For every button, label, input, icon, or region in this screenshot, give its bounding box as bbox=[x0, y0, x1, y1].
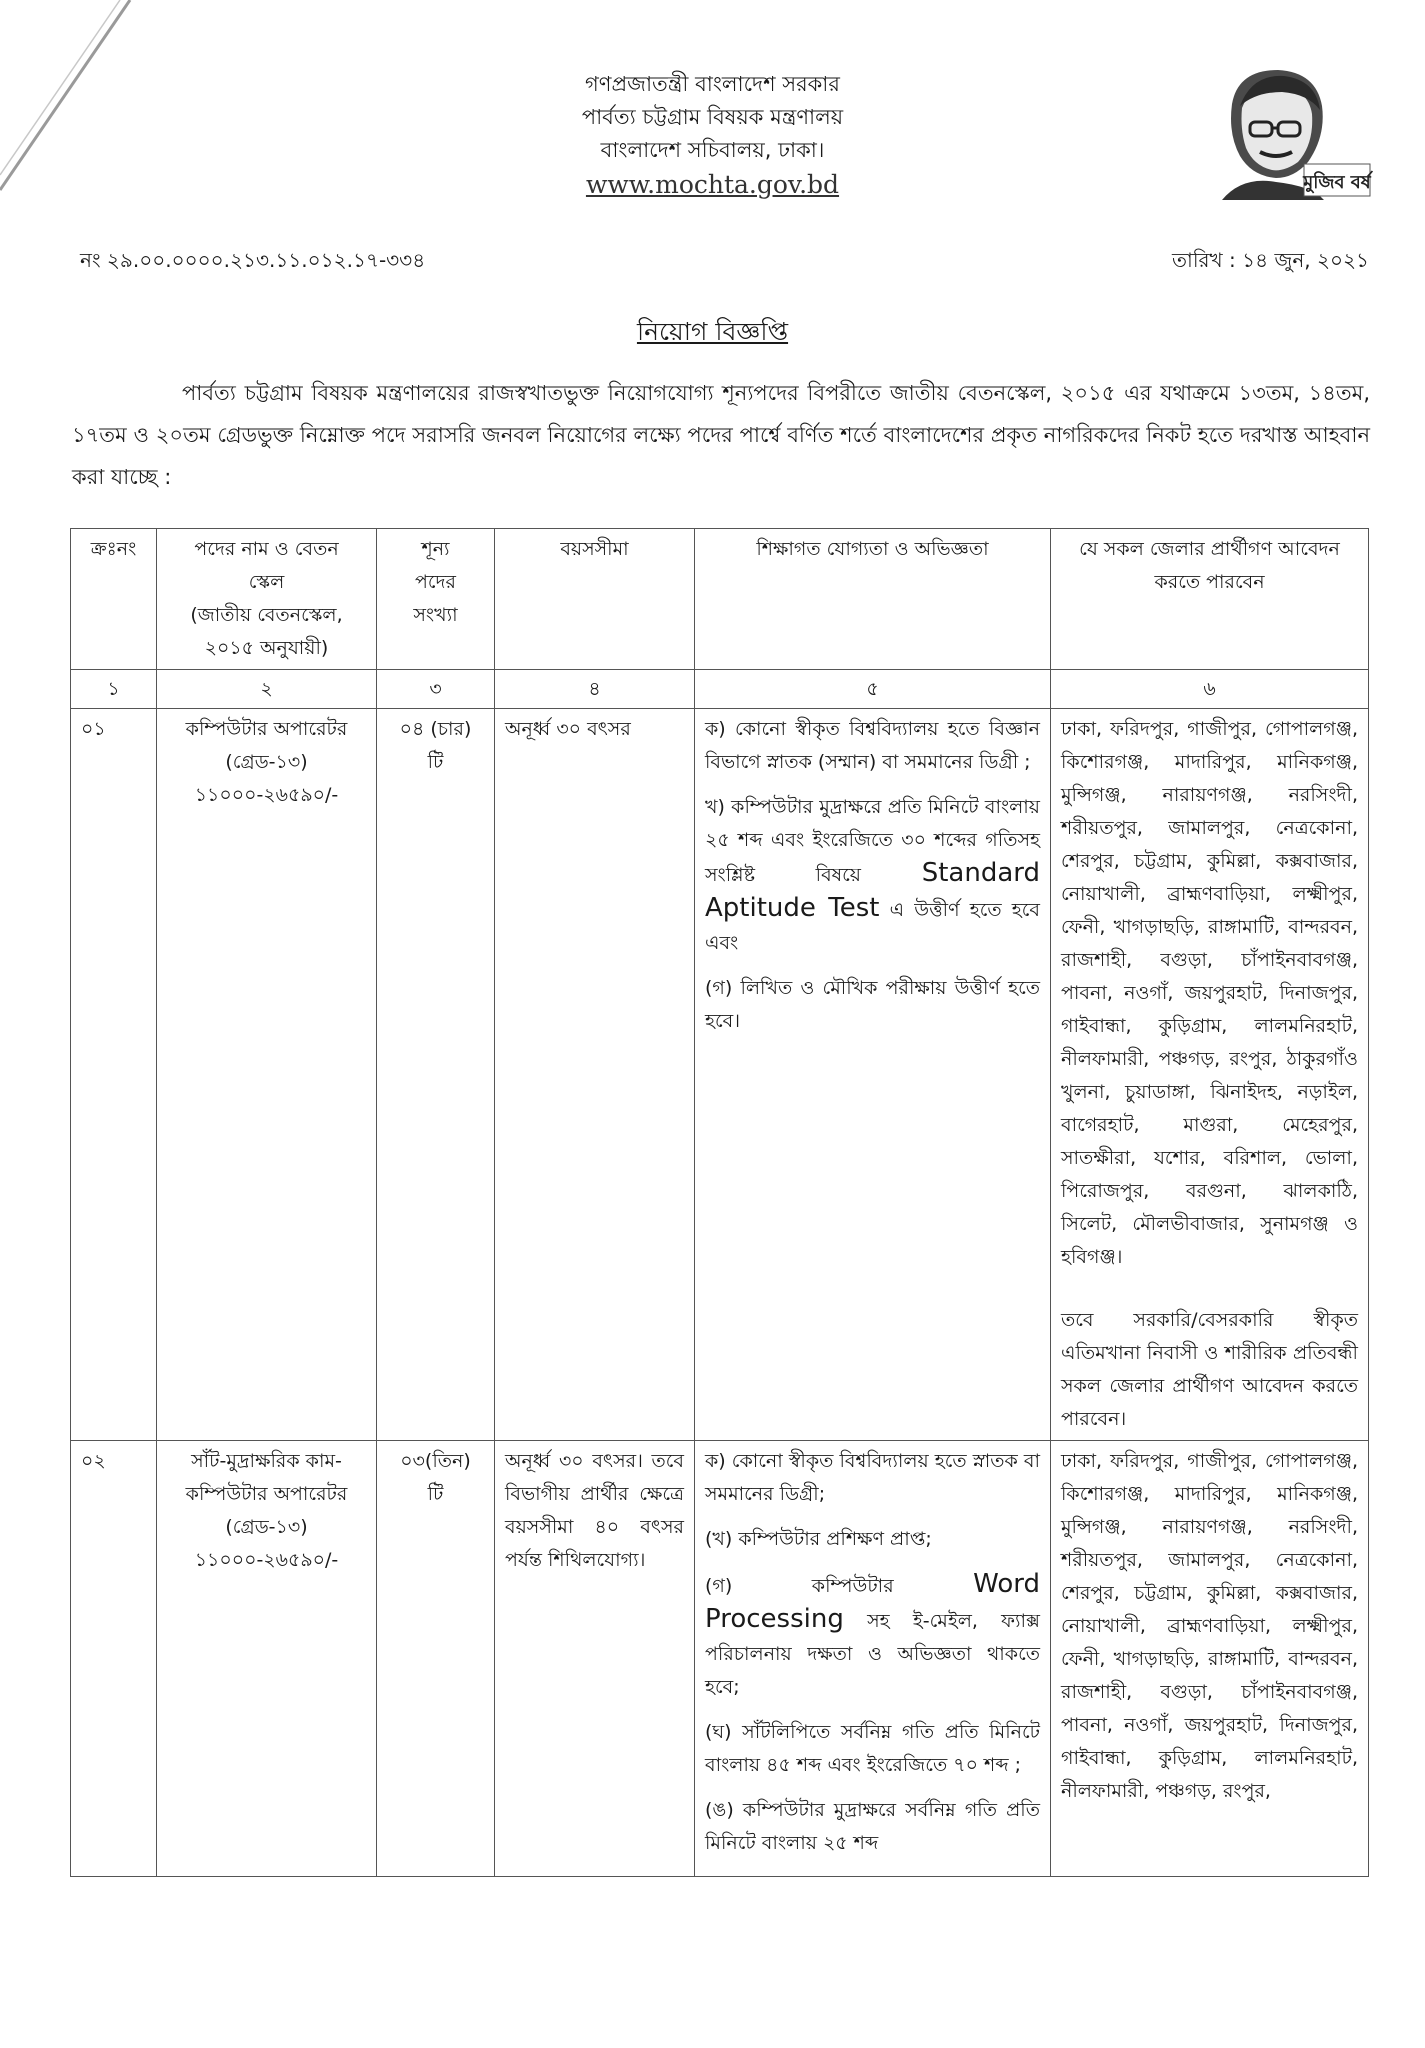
post-grade: (গ্রেড-১৩) bbox=[225, 751, 308, 773]
post-scale: ১১০০০-২৬৫৯০/- bbox=[194, 784, 339, 806]
qualification-item: ক) কোনো স্বীকৃত বিশ্ববিদ্যালয় হতে স্নাতক বা সমমানের ডিগ্রী; bbox=[705, 1450, 1040, 1505]
row-districts bbox=[1051, 1441, 1369, 1877]
table-row bbox=[71, 709, 1369, 1441]
qualification-item: (খ) কম্পিউটার প্রশিক্ষণ প্রাপ্ত; bbox=[705, 1528, 932, 1550]
row-qualification bbox=[695, 709, 1051, 1441]
post-scale: ১১০০০-২৬৫৯০/- bbox=[194, 1549, 339, 1571]
qualification-item: (ঘ) সাঁটলিপিতে সর্বনিম্ন গতি প্রতি মিনিটে বাংলায় ৪৫ শব্দ এবং ইংরেজিতে ৭০ শব্দ ; bbox=[705, 1721, 1040, 1776]
header-age-limit: বয়সসীমা bbox=[495, 529, 695, 670]
column-number: ১ bbox=[71, 670, 157, 709]
header-secretariat: বাংলাদেশ সচিবালয়, ঢাকা। bbox=[600, 138, 825, 162]
post-name: সাঁট-মুদ্রাক্ষরিক কাম-কম্পিউটার অপারেটর bbox=[185, 1450, 348, 1505]
header-qualification: শিক্ষাগত যোগ্যতা ও অভিজ্ঞতা bbox=[695, 529, 1051, 670]
row-age-limit: অনূর্ধ্ব ৩০ বৎসর। তবে বিভাগীয় প্রার্থীর ক্ষেত্রে বয়সসীমা ৪০ বৎসর পর্যন্ত শিথিলযোগ্য। bbox=[495, 1441, 695, 1877]
qualification-item: (গ) লিখিত ও মৌখিক পরীক্ষায় উত্তীর্ণ হতে হবে। bbox=[705, 977, 1040, 1032]
header-vacancy: শূন্য পদের সংখ্যা bbox=[377, 529, 495, 670]
district-list: ঢাকা, ফরিদপুর, গাজীপুর, গোপালগঞ্জ, কিশোরগঞ্জ, মাদারিপুর, মানিকগঞ্জ, মুন্সিগঞ্জ, নারায়ণগঞ্জ, নরসিংদী, শরীয়তপুর, জামালপুর, নেত্রকোনা, শেরপুর, চট্টগ্রাম, কুমিল্লা, কক্সবাজার, নোয়াখালী, ব্রাহ্মণবাড়িয়া, লক্ষ্মীপুর, ফেনী, খাগড়াছড়ি, রাঙ্গামাটি, বান্দরবন, রাজশাহী, বগুড়া, চাঁপাইনবাবগঞ্জ, পাবনা, নওগাঁ, জয়পুরহাট, দিনাজপুর, গাইবান্ধা, কুড়িগ্রাম, লালমনিরহাট, নীলফামারী, পঞ্চগড়, রংপুর, bbox=[1061, 1450, 1358, 1802]
row-post bbox=[157, 709, 377, 1441]
memo-number: নং ২৯.০০.০০০০.২১৩.১১.০১২.১৭-৩৩৪ bbox=[80, 248, 426, 272]
qualification-item: (গ) কম্পিউটার Word Processing সহ ই-মেইল, ফ্যাক্স পরিচালনায় দক্ষতা ও অভিজ্ঞতা থাকতে হবে; bbox=[705, 1569, 1040, 1698]
header-districts: যে সকল জেলার প্রার্থীগণ আবেদন করতে পারবেন bbox=[1051, 529, 1369, 670]
vacancy-unit: টি bbox=[427, 751, 444, 773]
qualification-item: খ) কম্পিউটার মুদ্রাক্ষরে প্রতি মিনিটে বাংলায় ২৫ শব্দ এবং ইংরেজিতে ৩০ শব্দের গতিসহ সংশ্লিষ্ট বিষয়ে Standard Aptitude Test এ উত্তীর্ণ হতে হবে এবং bbox=[705, 796, 1040, 954]
row-serial: ০২ bbox=[71, 1441, 157, 1877]
row-post bbox=[157, 1441, 377, 1877]
column-number: ৫ bbox=[695, 670, 1051, 709]
row-age-limit: অনূর্ধ্ব ৩০ বৎসর bbox=[495, 709, 695, 1441]
intro-paragraph: পার্বত্য চট্টগ্রাম বিষয়ক মন্ত্রণালয়ের রাজস্বখাতভুক্ত নিয়োগযোগ্য শূন্যপদের বিপরীতে জাতীয় বেতনস্কেল, ২০১৫ এর যথাক্রমে ১৩তম, ১৪তম, ১৭তম ও ২০তম গ্রেডভুক্ত নিম্নোক্ত পদে সরাসরি জনবল নিয়োগের লক্ষ্যে পদের পার্শ্বে বর্ণিত শর্তে বাংলাদেশের প্রকৃত নাগরিকদের নিকট হতে দরখাস্ত আহবান করা যাচ্ছে : bbox=[72, 381, 1370, 489]
row-qualification bbox=[695, 1441, 1051, 1877]
logo-caption: মুজিব বর্ষ bbox=[1303, 172, 1371, 193]
column-number: ২ bbox=[157, 670, 377, 709]
qualification-item: ক) কোনো স্বীকৃত বিশ্ববিদ্যালয় হতে বিজ্ঞান বিভাগে স্নাতক (সম্মান) বা সমমানের ডিগ্রী ; bbox=[705, 718, 1040, 773]
notice-title: নিয়োগ বিজ্ঞপ্তি bbox=[636, 317, 789, 346]
column-number-row bbox=[71, 670, 1369, 709]
mujib-borsho-logo bbox=[1212, 64, 1374, 200]
column-number: ৬ bbox=[1051, 670, 1369, 709]
table-header-row bbox=[71, 529, 1369, 670]
memo-date: তারিখ : ১৪ জুন, ২০২১ bbox=[1172, 248, 1369, 272]
row-serial: ০১ bbox=[71, 709, 157, 1441]
district-note: তবে সরকারি/বেসরকারি স্বীকৃত এতিমখানা নিবাসী ও শারীরিক প্রতিবন্ধী সকল জেলার প্রার্থীগণ আবেদন করতে পারবেন। bbox=[1061, 1309, 1358, 1430]
vacancy-count: ০৩(তিন) bbox=[400, 1450, 471, 1472]
district-list: ঢাকা, ফরিদপুর, গাজীপুর, গোপালগঞ্জ, কিশোরগঞ্জ, মাদারিপুর, মানিকগঞ্জ, মুন্সিগঞ্জ, নারায়ণগঞ্জ, নরসিংদী, শরীয়তপুর, জামালপুর, নেত্রকোনা, শেরপুর, চট্টগ্রাম, কুমিল্লা, কক্সবাজার, নোয়াখালী, ব্রাহ্মণবাড়িয়া, লক্ষ্মীপুর, ফেনী, খাগড়াছড়ি, রাঙ্গামাটি, বান্দরবন, রাজশাহী, বগুড়া, চাঁপাইনবাবগঞ্জ, পাবনা, নওগাঁ, জয়পুরহাট, দিনাজপুর, গাইবান্ধা, কুড়িগ্রাম, লালমনিরহাট, নীলফামারী, পঞ্চগড়, রংপুর, ঠাকুরগাঁও খুলনা, চুয়াডাঙ্গা, ঝিনাইদহ, নড়াইল, বাগেরহাট, মাগুরা, মেহেরপুর, সাতক্ষীরা, যশোর, বরিশাল, ভোলা, পিরোজপুর, বরগুনা, ঝালকাঠি, সিলেট, মৌলভীবাজার, সুনামগঞ্জ ও হবিগঞ্জ। bbox=[1061, 718, 1358, 1268]
vacancy-count: ০৪ (চার) bbox=[399, 718, 472, 740]
header-post-name: পদের নাম ও বেতন স্কেল (জাতীয় বেতনস্কেল, ২০১৫ অনুযায়ী) bbox=[157, 529, 377, 670]
column-number: ৩ bbox=[377, 670, 495, 709]
column-number: ৪ bbox=[495, 670, 695, 709]
row-vacancy bbox=[377, 1441, 495, 1877]
post-grade: (গ্রেড-১৩) bbox=[225, 1516, 308, 1538]
qualification-item: (ঙ) কম্পিউটার মুদ্রাক্ষরে সর্বনিম্ন গতি প্রতি মিনিটে বাংলায় ২৫ শব্দ bbox=[705, 1799, 1040, 1854]
vacancy-unit: টি bbox=[427, 1483, 444, 1505]
post-name: কম্পিউটার অপারেটর bbox=[185, 718, 348, 740]
row-vacancy bbox=[377, 709, 495, 1441]
row-districts bbox=[1051, 709, 1369, 1441]
table-row bbox=[71, 1441, 1369, 1877]
header-government: গণপ্রজাতন্ত্রী বাংলাদেশ সরকার bbox=[585, 72, 840, 96]
header-website: www.mochta.gov.bd bbox=[585, 170, 840, 199]
vacancy-table bbox=[70, 528, 1369, 1877]
header-ministry: পার্বত্য চট্টগ্রাম বিষয়ক মন্ত্রণালয় bbox=[581, 105, 844, 129]
word-processing-text: Word Processing bbox=[705, 1569, 1040, 1634]
aptitude-test-text: Standard Aptitude Test bbox=[705, 858, 1040, 923]
header-serial: ক্রঃনং bbox=[71, 529, 157, 670]
